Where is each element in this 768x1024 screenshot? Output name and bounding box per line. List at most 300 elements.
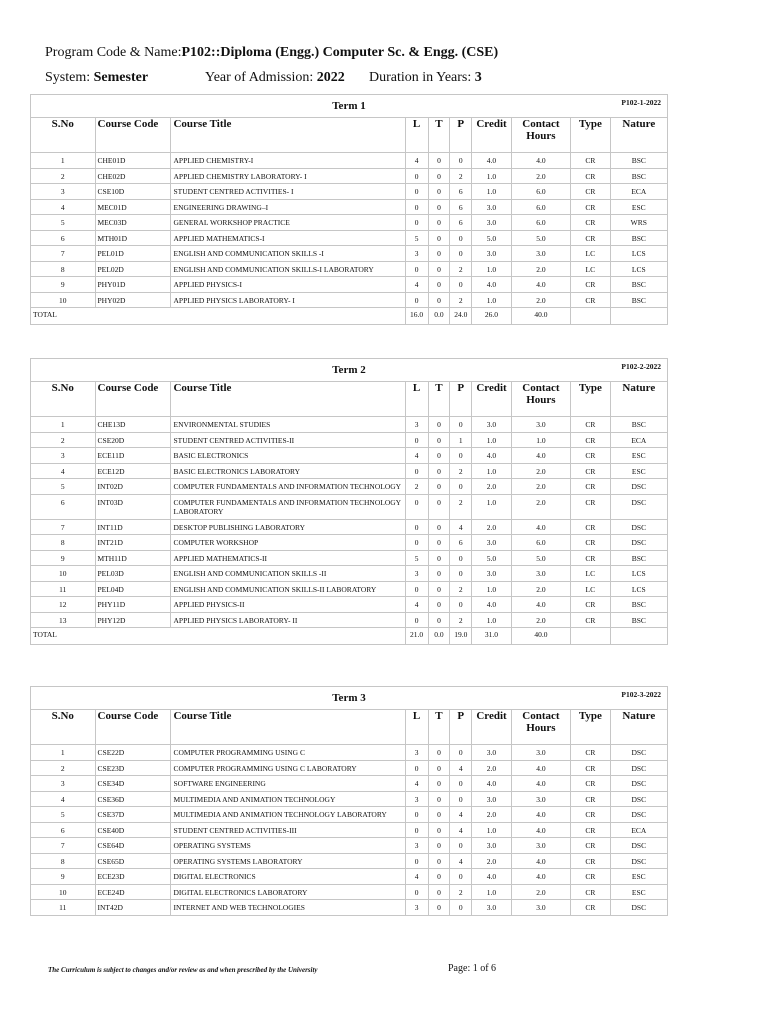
type-cell: CR [571, 550, 611, 566]
course-code-cell: INT03D [95, 494, 171, 519]
sno-cell: 5 [31, 479, 96, 495]
column-header-credit: Credit [472, 710, 512, 745]
credit-cell: 4.0 [472, 277, 512, 293]
duration-label: Duration in Years: [369, 70, 472, 85]
nature-cell: DSC [610, 900, 667, 916]
course-code-cell: ECE12D [95, 463, 171, 479]
course-code-cell: PHY11D [95, 597, 171, 613]
course-title-cell: ENGLISH AND COMMUNICATION SKILLS-II LABORATORY [171, 581, 405, 597]
p-cell: 0 [450, 791, 472, 807]
column-header-course-code: Course Code [95, 118, 171, 153]
p-cell: 2 [450, 612, 472, 628]
p-cell: 2 [450, 494, 472, 519]
nature-cell: DSC [610, 519, 667, 535]
table-row [31, 448, 668, 464]
credit-cell: 5.0 [472, 230, 512, 246]
total-t: 0.0 [428, 628, 450, 645]
sno-cell: 4 [31, 791, 96, 807]
p-cell: 0 [450, 277, 472, 293]
contact-hours-cell: 4.0 [511, 869, 570, 885]
type-cell: CR [571, 745, 611, 761]
nature-cell: ECA [610, 822, 667, 838]
p-cell: 6 [450, 215, 472, 231]
course-title-cell: SOFTWARE ENGINEERING [171, 776, 405, 792]
p-cell: 2 [450, 168, 472, 184]
t-cell: 0 [428, 519, 450, 535]
l-cell: 0 [405, 760, 428, 776]
nature-cell: BSC [610, 277, 667, 293]
contact-hours-cell: 4.0 [511, 853, 570, 869]
credit-cell: 3.0 [472, 417, 512, 433]
p-cell: 0 [450, 869, 472, 885]
column-header-credit: Credit [472, 118, 512, 153]
p-cell: 2 [450, 261, 472, 277]
type-cell: CR [571, 153, 611, 169]
course-code-cell: CSE23D [95, 760, 171, 776]
column-header-nature: Nature [610, 382, 667, 417]
type-cell: LC [571, 566, 611, 582]
contact-hours-cell: 4.0 [511, 822, 570, 838]
type-cell: CR [571, 199, 611, 215]
contact-hours-cell: 5.0 [511, 550, 570, 566]
credit-cell: 3.0 [472, 535, 512, 551]
contact-hours-cell: 6.0 [511, 215, 570, 231]
credit-cell: 5.0 [472, 550, 512, 566]
program-label: Program Code & Name: [45, 45, 182, 60]
credit-cell: 1.0 [472, 822, 512, 838]
type-cell: CR [571, 494, 611, 519]
contact-hours-cell: 3.0 [511, 417, 570, 433]
course-code-cell: CSE37D [95, 807, 171, 823]
credit-cell: 1.0 [472, 184, 512, 200]
type-cell: CR [571, 432, 611, 448]
table-row [31, 900, 668, 916]
nature-cell: ECA [610, 184, 667, 200]
table-row [31, 745, 668, 761]
t-cell: 0 [428, 292, 450, 308]
column-header-nature: Nature [610, 710, 667, 745]
nature-cell: DSC [610, 791, 667, 807]
contact-hours-cell: 4.0 [511, 153, 570, 169]
column-header-t: T [428, 382, 450, 417]
t-cell: 0 [428, 853, 450, 869]
t-cell: 0 [428, 230, 450, 246]
total-label: TOTAL [31, 308, 406, 325]
table-row [31, 597, 668, 613]
table-row [31, 246, 668, 262]
course-title-cell: ENGLISH AND COMMUNICATION SKILLS -I [171, 246, 405, 262]
l-cell: 3 [405, 838, 428, 854]
sno-cell: 6 [31, 822, 96, 838]
p-cell: 6 [450, 184, 472, 200]
p-cell: 4 [450, 853, 472, 869]
type-cell: CR [571, 277, 611, 293]
course-title-cell: OPERATING SYSTEMS [171, 838, 405, 854]
course-code-cell: CSE34D [95, 776, 171, 792]
type-cell: LC [571, 246, 611, 262]
credit-cell: 4.0 [472, 448, 512, 464]
column-header-sno: S.No [31, 710, 96, 745]
nature-cell: BSC [610, 550, 667, 566]
p-cell: 0 [450, 838, 472, 854]
type-cell: CR [571, 535, 611, 551]
credit-cell: 2.0 [472, 479, 512, 495]
system-label: System: [45, 70, 91, 85]
nature-cell: BSC [610, 417, 667, 433]
sno-cell: 9 [31, 869, 96, 885]
term-title: Term 2 [332, 364, 366, 376]
course-code-cell: INT02D [95, 479, 171, 495]
t-cell: 0 [428, 168, 450, 184]
course-code-cell: MTH01D [95, 230, 171, 246]
total-l: 21.0 [405, 628, 428, 645]
table-row [31, 417, 668, 433]
course-title-cell: APPLIED CHEMISTRY LABORATORY- I [171, 168, 405, 184]
total-nature [610, 628, 667, 645]
sno-cell: 10 [31, 292, 96, 308]
t-cell: 0 [428, 838, 450, 854]
contact-hours-cell: 4.0 [511, 277, 570, 293]
t-cell: 0 [428, 612, 450, 628]
p-cell: 0 [450, 479, 472, 495]
p-cell: 1 [450, 432, 472, 448]
total-t: 0.0 [428, 308, 450, 325]
t-cell: 0 [428, 581, 450, 597]
credit-cell: 1.0 [472, 261, 512, 277]
term-section [30, 94, 668, 325]
type-cell: CR [571, 807, 611, 823]
p-cell: 2 [450, 292, 472, 308]
sno-cell: 3 [31, 448, 96, 464]
type-cell: CR [571, 479, 611, 495]
p-cell: 0 [450, 246, 472, 262]
course-code-cell: ECE24D [95, 884, 171, 900]
p-cell: 2 [450, 581, 472, 597]
credit-cell: 3.0 [472, 745, 512, 761]
table-row [31, 261, 668, 277]
program-line [45, 45, 498, 61]
table-row [31, 776, 668, 792]
sno-cell: 10 [31, 566, 96, 582]
column-header-type: Type [571, 710, 611, 745]
sno-cell: 5 [31, 215, 96, 231]
l-cell: 0 [405, 581, 428, 597]
l-cell: 0 [405, 612, 428, 628]
table-row [31, 519, 668, 535]
total-label: TOTAL [31, 628, 406, 645]
duration-value: 3 [474, 70, 482, 85]
type-cell: CR [571, 869, 611, 885]
credit-cell: 2.0 [472, 519, 512, 535]
course-code-cell: MTH11D [95, 550, 171, 566]
sno-cell: 1 [31, 417, 96, 433]
type-cell: CR [571, 853, 611, 869]
p-cell: 0 [450, 230, 472, 246]
table-row [31, 432, 668, 448]
t-cell: 0 [428, 760, 450, 776]
credit-cell: 1.0 [472, 292, 512, 308]
t-cell: 0 [428, 550, 450, 566]
type-cell: LC [571, 261, 611, 277]
course-title-cell: BASIC ELECTRONICS [171, 448, 405, 464]
course-title-cell: DIGITAL ELECTRONICS [171, 869, 405, 885]
nature-cell: BSC [610, 612, 667, 628]
credit-cell: 3.0 [472, 900, 512, 916]
sno-cell: 1 [31, 153, 96, 169]
t-cell: 0 [428, 479, 450, 495]
sno-cell: 11 [31, 581, 96, 597]
credit-cell: 3.0 [472, 791, 512, 807]
table-row [31, 822, 668, 838]
t-cell: 0 [428, 494, 450, 519]
column-header-nature: Nature [610, 118, 667, 153]
course-code-cell: CSE20D [95, 432, 171, 448]
p-cell: 0 [450, 597, 472, 613]
column-header-p: P [450, 118, 472, 153]
t-cell: 0 [428, 277, 450, 293]
course-title-cell: STUDENT CENTRED ACTIVITIES-II [171, 432, 405, 448]
p-cell: 0 [450, 153, 472, 169]
contact-hours-cell: 4.0 [511, 597, 570, 613]
contact-hours-cell: 3.0 [511, 246, 570, 262]
term-code: P102-3-2022 [621, 690, 661, 699]
type-cell: CR [571, 184, 611, 200]
nature-cell: BSC [610, 168, 667, 184]
nature-cell: LCS [610, 581, 667, 597]
nature-cell: DSC [610, 760, 667, 776]
course-code-cell: PHY12D [95, 612, 171, 628]
l-cell: 5 [405, 550, 428, 566]
course-title-cell: STUDENT CENTRED ACTIVITIES-III [171, 822, 405, 838]
nature-cell: BSC [610, 292, 667, 308]
type-cell: CR [571, 519, 611, 535]
contact-hours-cell: 6.0 [511, 184, 570, 200]
course-code-cell: PEL01D [95, 246, 171, 262]
l-cell: 0 [405, 535, 428, 551]
table-row [31, 463, 668, 479]
column-header-l: L [405, 710, 428, 745]
table-row [31, 535, 668, 551]
p-cell: 4 [450, 760, 472, 776]
l-cell: 0 [405, 822, 428, 838]
t-cell: 0 [428, 745, 450, 761]
nature-cell: ESC [610, 884, 667, 900]
l-cell: 4 [405, 448, 428, 464]
sno-cell: 8 [31, 261, 96, 277]
course-table [30, 358, 668, 645]
table-row [31, 479, 668, 495]
table-row [31, 807, 668, 823]
type-cell: CR [571, 215, 611, 231]
t-cell: 0 [428, 261, 450, 277]
l-cell: 5 [405, 230, 428, 246]
total-credit: 31.0 [472, 628, 512, 645]
contact-hours-cell: 5.0 [511, 230, 570, 246]
course-code-cell: PEL02D [95, 261, 171, 277]
term-title: Term 1 [332, 100, 366, 112]
nature-cell: DSC [610, 853, 667, 869]
type-cell: CR [571, 597, 611, 613]
table-row [31, 494, 668, 519]
course-code-cell: PHY02D [95, 292, 171, 308]
nature-cell: DSC [610, 776, 667, 792]
t-cell: 0 [428, 463, 450, 479]
sno-cell: 10 [31, 884, 96, 900]
course-table [30, 686, 668, 916]
contact-hours-cell: 6.0 [511, 535, 570, 551]
credit-cell: 1.0 [472, 884, 512, 900]
t-cell: 0 [428, 791, 450, 807]
type-cell: CR [571, 612, 611, 628]
nature-cell: DSC [610, 838, 667, 854]
column-header-t: T [428, 118, 450, 153]
nature-cell: ESC [610, 463, 667, 479]
table-row [31, 153, 668, 169]
course-title-cell: DESKTOP PUBLISHING LABORATORY [171, 519, 405, 535]
p-cell: 4 [450, 519, 472, 535]
nature-cell: BSC [610, 153, 667, 169]
type-cell: CR [571, 900, 611, 916]
l-cell: 2 [405, 479, 428, 495]
column-header-course-title: Course Title [171, 710, 405, 745]
l-cell: 0 [405, 884, 428, 900]
sno-cell: 12 [31, 597, 96, 613]
column-header-course-code: Course Code [95, 710, 171, 745]
nature-cell: DSC [610, 494, 667, 519]
course-code-cell: CSE65D [95, 853, 171, 869]
contact-hours-cell: 2.0 [511, 884, 570, 900]
column-header-type: Type [571, 382, 611, 417]
t-cell: 0 [428, 807, 450, 823]
table-row [31, 215, 668, 231]
nature-cell: LCS [610, 246, 667, 262]
course-title-cell: APPLIED PHYSICS-II [171, 597, 405, 613]
l-cell: 0 [405, 494, 428, 519]
course-code-cell: CHE01D [95, 153, 171, 169]
t-cell: 0 [428, 776, 450, 792]
credit-cell: 3.0 [472, 246, 512, 262]
course-title-cell: BASIC ELECTRONICS LABORATORY [171, 463, 405, 479]
l-cell: 0 [405, 261, 428, 277]
total-row [31, 628, 668, 645]
year-label: Year of Admission: [205, 70, 314, 85]
contact-hours-cell: 4.0 [511, 760, 570, 776]
course-title-cell: APPLIED CHEMISTRY-I [171, 153, 405, 169]
l-cell: 0 [405, 184, 428, 200]
course-code-cell: PEL03D [95, 566, 171, 582]
l-cell: 0 [405, 432, 428, 448]
sno-cell: 2 [31, 760, 96, 776]
nature-cell: LCS [610, 566, 667, 582]
p-cell: 0 [450, 550, 472, 566]
contact-hours-cell: 2.0 [511, 292, 570, 308]
course-code-cell: MEC03D [95, 215, 171, 231]
course-code-cell: INT11D [95, 519, 171, 535]
sno-cell: 7 [31, 246, 96, 262]
course-title-cell: DIGITAL ELECTRONICS LABORATORY [171, 884, 405, 900]
credit-cell: 2.0 [472, 853, 512, 869]
course-title-cell: ENVIRONMENTAL STUDIES [171, 417, 405, 433]
table-row [31, 581, 668, 597]
sno-cell: 7 [31, 838, 96, 854]
sno-cell: 3 [31, 184, 96, 200]
credit-cell: 1.0 [472, 494, 512, 519]
credit-cell: 1.0 [472, 612, 512, 628]
sno-cell: 3 [31, 776, 96, 792]
term-title-cell [31, 95, 668, 118]
table-row [31, 884, 668, 900]
credit-cell: 3.0 [472, 566, 512, 582]
t-cell: 0 [428, 184, 450, 200]
t-cell: 0 [428, 448, 450, 464]
credit-cell: 2.0 [472, 760, 512, 776]
contact-hours-cell: 4.0 [511, 519, 570, 535]
course-title-cell: APPLIED PHYSICS LABORATORY- II [171, 612, 405, 628]
table-row [31, 566, 668, 582]
page-indicator: Page: 1 of 6 [448, 963, 497, 974]
course-title-cell: OPERATING SYSTEMS LABORATORY [171, 853, 405, 869]
total-l: 16.0 [405, 308, 428, 325]
t-cell: 0 [428, 417, 450, 433]
contact-hours-cell: 2.0 [511, 494, 570, 519]
term-title-cell [31, 359, 668, 382]
credit-cell: 1.0 [472, 463, 512, 479]
contact-hours-cell: 6.0 [511, 199, 570, 215]
l-cell: 0 [405, 168, 428, 184]
contact-hours-cell: 2.0 [511, 463, 570, 479]
type-cell: CR [571, 463, 611, 479]
type-cell: CR [571, 822, 611, 838]
nature-cell: BSC [610, 230, 667, 246]
l-cell: 4 [405, 277, 428, 293]
l-cell: 0 [405, 292, 428, 308]
course-code-cell: PHY01D [95, 277, 171, 293]
credit-cell: 4.0 [472, 776, 512, 792]
l-cell: 3 [405, 900, 428, 916]
contact-hours-cell: 4.0 [511, 807, 570, 823]
l-cell: 4 [405, 869, 428, 885]
type-cell: CR [571, 760, 611, 776]
t-cell: 0 [428, 199, 450, 215]
l-cell: 0 [405, 199, 428, 215]
p-cell: 0 [450, 745, 472, 761]
course-code-cell: INT21D [95, 535, 171, 551]
course-table [30, 94, 668, 325]
total-credit: 26.0 [472, 308, 512, 325]
course-code-cell: ECE23D [95, 869, 171, 885]
contact-hours-cell: 3.0 [511, 838, 570, 854]
type-cell: CR [571, 168, 611, 184]
type-cell: CR [571, 884, 611, 900]
table-row [31, 168, 668, 184]
course-code-cell: CSE40D [95, 822, 171, 838]
credit-cell: 3.0 [472, 838, 512, 854]
sno-cell: 6 [31, 494, 96, 519]
column-header-sno: S.No [31, 118, 96, 153]
l-cell: 0 [405, 463, 428, 479]
type-cell: CR [571, 838, 611, 854]
course-code-cell: ECE11D [95, 448, 171, 464]
t-cell: 0 [428, 900, 450, 916]
nature-cell: ESC [610, 448, 667, 464]
t-cell: 0 [428, 597, 450, 613]
course-title-cell: APPLIED MATHEMATICS-I [171, 230, 405, 246]
term-code: P102-1-2022 [621, 98, 661, 107]
t-cell: 0 [428, 535, 450, 551]
column-header-course-title: Course Title [171, 118, 405, 153]
term-section [30, 686, 668, 916]
l-cell: 0 [405, 519, 428, 535]
